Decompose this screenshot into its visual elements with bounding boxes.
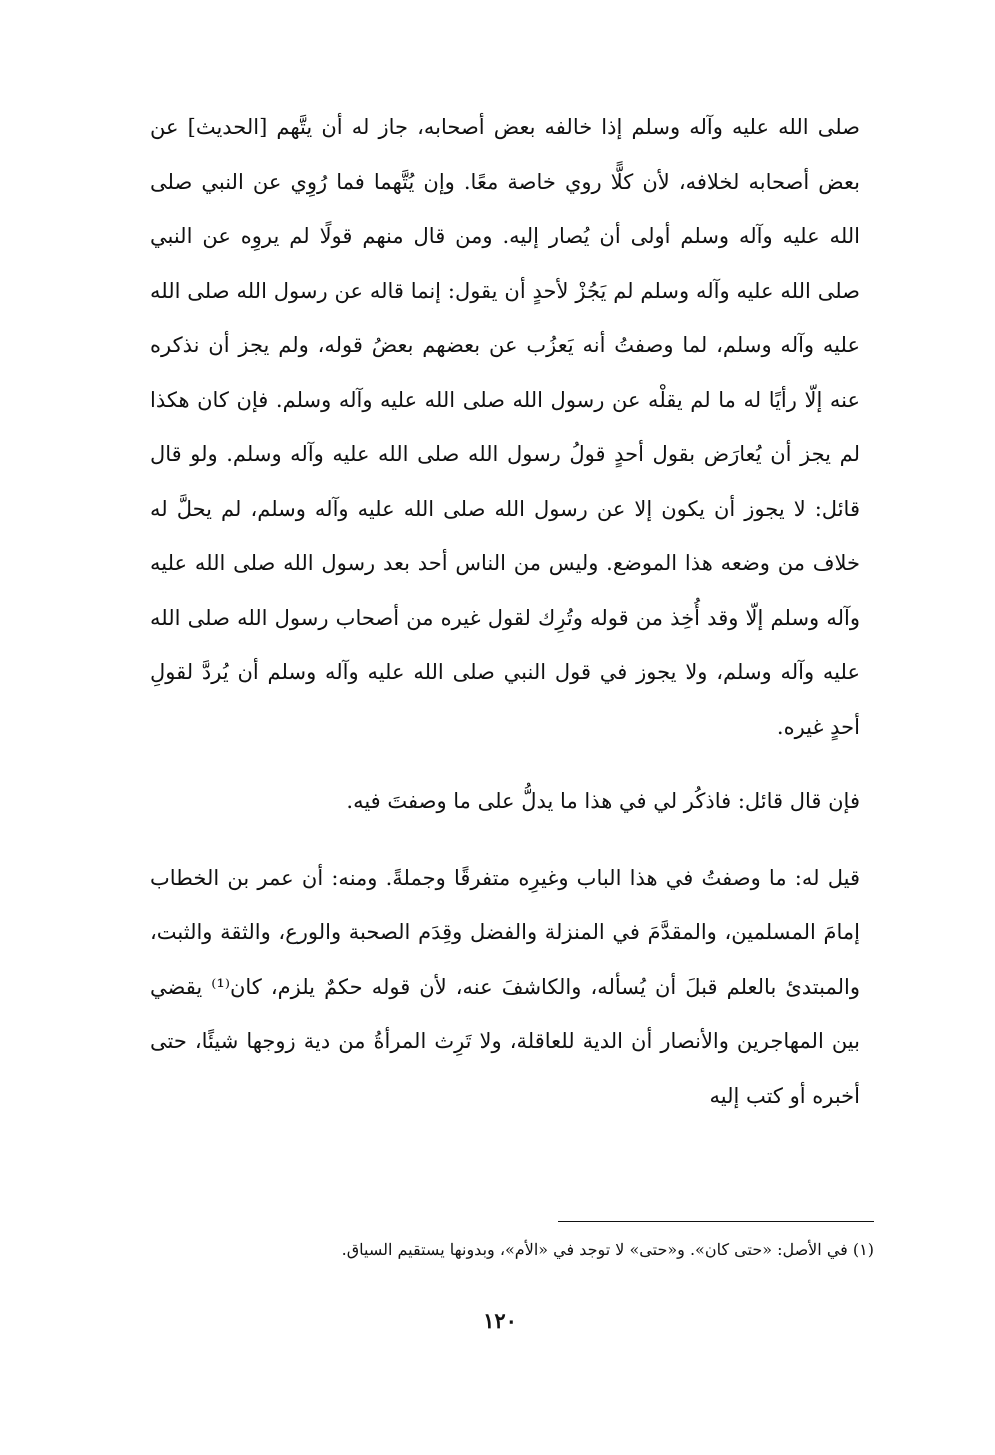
footnote-divider [558, 1221, 874, 1222]
main-text [150, 100, 860, 1123]
paragraph: فإن قال قائل: فاذكُر لي في هذا ما يدلُّ على ما وصفتَ فيه. [346, 789, 860, 813]
paragraph: صلى الله عليه وآله وسلم إذا خالفه بعض أصحابه، جاز له أن يتَّهم [الحديث] عن بعض أصحابه لخلافه، لأن كلًّا روي خاصة معًا. وإن يُتَّهما فما رُوِي عن النبي صلى الله عليه وآله وسلم أولى أن يُصار إليه. ومن قال منهم قولًا لم يروِه عن النبي صلى الله عليه وآله وسلم لم يَجُزْ لأحدٍ أن يقول: إنما قاله عن رسول الله صلى الله عليه وآله وسلم، لما وصفتُ أنه يَعزُب عن بعضهم بعضُ قوله، ولم يجز أن نذكره عنه إلّا رأيًا له ما لم يقلْه عن رسول الله صلى الله عليه وآله وسلم. فإن كان هكذا لم يجز أن يُعارَض بقول أحدٍ قولُ رسول الله صلى الله عليه وآله وسلم. ولو قال قائل: لا يجوز أن يكون إلا عن رسول الله صلى الله عليه وآله وسلم، لم يحلَّ له خلاف من وضعه هذا الموضع. وليس من الناس أحد بعد رسول الله صلى الله عليه وآله وسلم إلّا وقد أُخِذ من قوله وتُرِك لقول غيره من أصحاب رسول الله صلى الله عليه وآله وسلم، ولا يجوز في قول النبي صلى الله عليه وآله وسلم أن يُردَّ لقولِ أحدٍ غيره. [150, 115, 860, 739]
page-number: ١٢٠ [483, 1308, 517, 1333]
footnote: (١) في الأصل: «حتى كان». و«حتى» لا توجد في «الأم»، وبدونها يستقيم السياق. [341, 1240, 874, 1259]
paragraph: قيل له: ما وصفتُ في هذا الباب وغيرِه متفرقًا وجملةً. ومنه: أن عمر بن الخطاب إمامَ المسلمين، والمقدَّمَ في المنزلة والفضل وقِدَم الصحبة والورع، والثقة والثبت، والمبتدئ بالعلم قبلَ أن يُسأله، والكاشفَ عنه، لأن قوله حكمٌ يلزم، كان⁽¹⁾ يقضي بين المهاجرين والأنصار أن الدية للعاقلة، ولا تَرِث المرأةُ من دية زوجها شيئًا، حتى أخبره أو كتب إليه [150, 865, 860, 1108]
